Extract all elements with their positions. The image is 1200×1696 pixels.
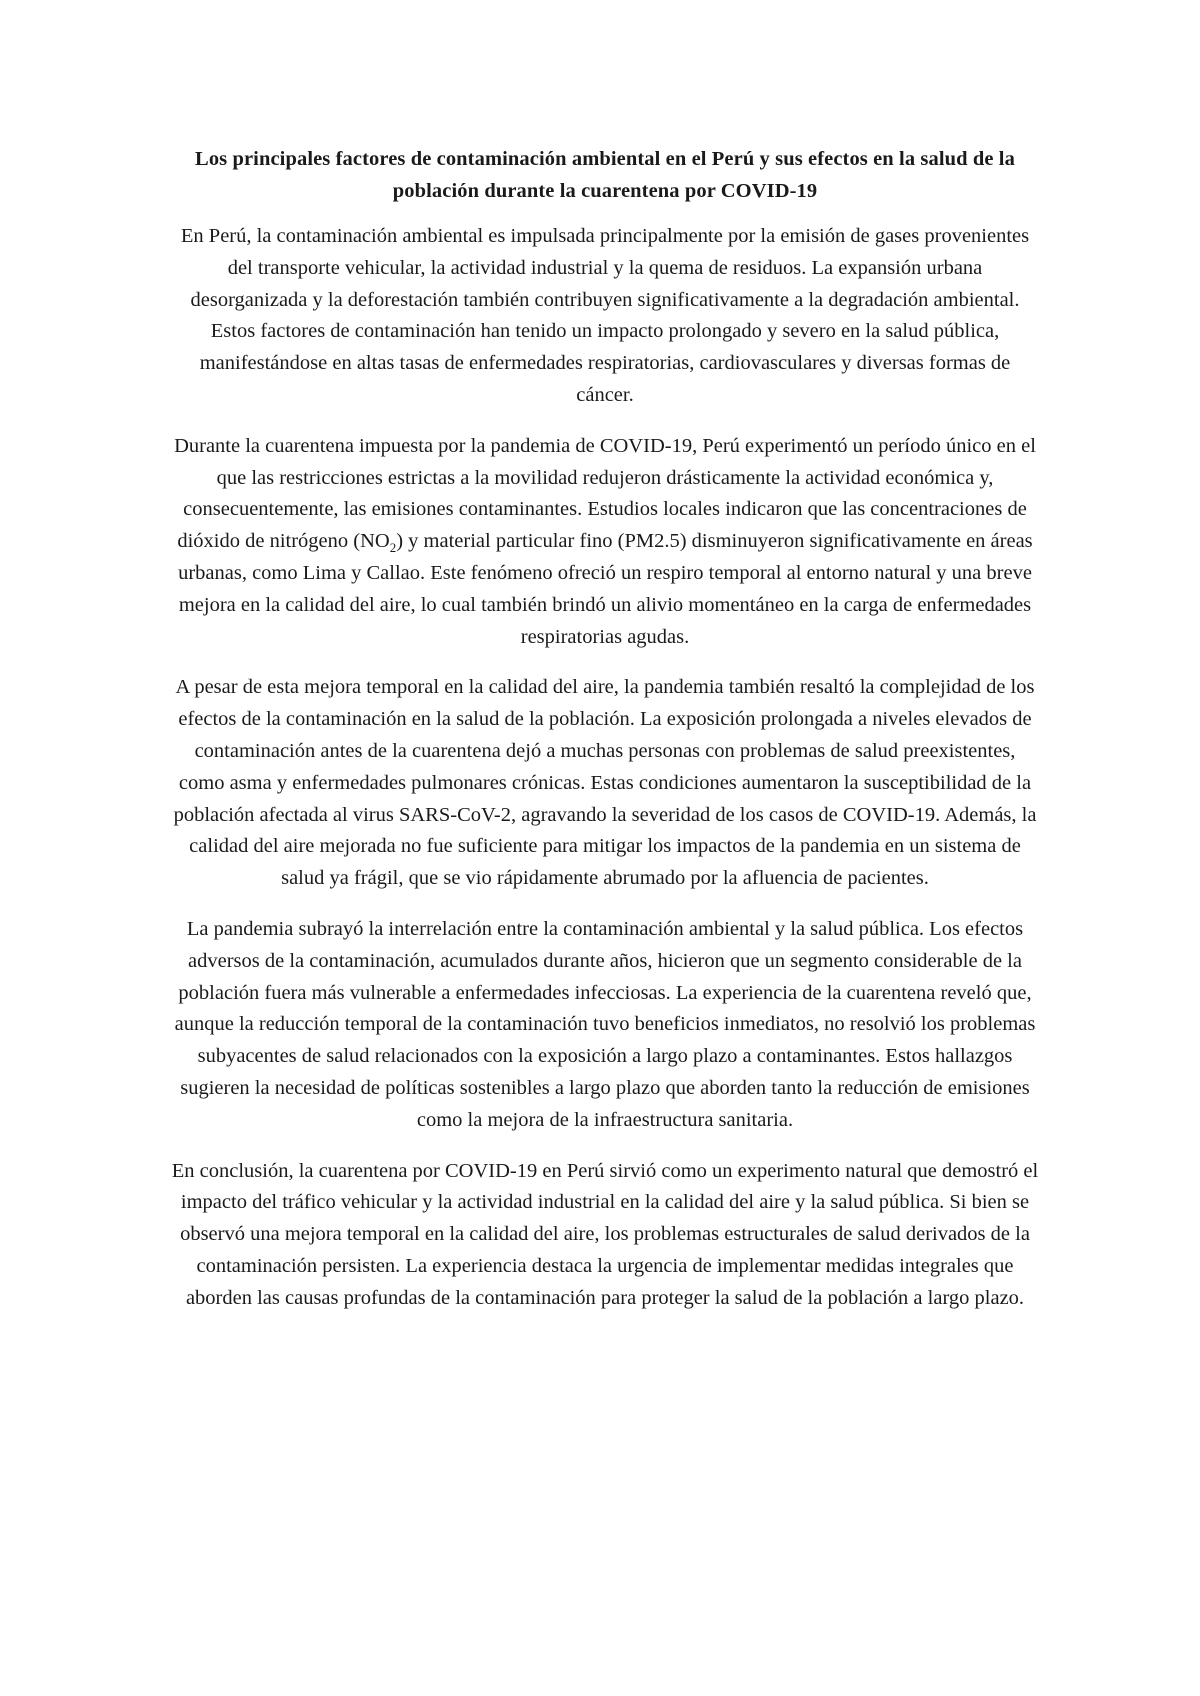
paragraph-1: En Perú, la contaminación ambiental es impulsada principalmente por la emisión de gases provenientes del transporte vehicular, la actividad industrial y la quema de residuos. La expansión urbana desorganizada y la deforestación también contribuyen significativamente a la degradación ambiental. Estos factores de contaminación han tenido un impacto prolongado y severo en la salud pública, manifestándose en altas tasas de enfermedades respiratorias, cardiovasculares y diversas formas de cáncer. xyxy=(180,225,1030,406)
document-title: Los principales factores de contaminación ambiental en el Perú y sus efectos en la salud de la población durante la cuarentena por COVID-19 xyxy=(195,148,1015,202)
paragraph-3: A pesar de esta mejora temporal en la calidad del aire, la pandemia también resaltó la complejidad de los efectos de la contaminación en la salud de la población. La exposición prolongada a niveles elevados de contaminación antes de la cuarentena dejó a muchas personas con problemas de salud preexistentes, como asma y enfermedades pulmonares crónicas. Estas condiciones aumentaron la susceptibilidad de la población afectada al virus SARS-CoV-2, agravando la severidad de los casos de COVID-19. Además, la calidad del aire mejorada no fue suficiente para mitigar los impactos de la pandemia en un sistema de salud ya frágil, que se vio rápidamente abrumado por la afluencia de pacientes. xyxy=(173,676,1037,890)
paragraph-2 xyxy=(170,431,1040,654)
paragraph-2-text-after-formula: ) y material particular fino (PM2.5) disminuyeron significativamente en áreas urbanas, como Lima y Callao. Este fenómeno ofreció un respiro temporal al entorno natural y una breve mejora en la calidad del aire, lo cual también brindó un alivio momentáneo en la carga de enfermedades respiratorias agudas. xyxy=(178,530,1033,648)
paragraph-5: En conclusión, la cuarentena por COVID-19 en Perú sirvió como un experimento natural que demostró el impacto del tráfico vehicular y la actividad industrial en la calidad del aire y la salud pública. Si bien se observó una mejora temporal en la calidad del aire, los problemas estructurales de salud derivados de la contaminación persisten. La experiencia destaca la urgencia de implementar medidas integrales que aborden las causas profundas de la contaminación para proteger la salud de la población a largo plazo. xyxy=(171,1159,1039,1309)
document-body xyxy=(170,143,1040,1334)
paragraph-4: La pandemia subrayó la interrelación entre la contaminación ambiental y la salud pública. Los efectos adversos de la contaminación, acumulados durante años, hicieron que un segmento considerable de la población fuera más vulnerable a enfermedades infecciosas. La experiencia de la cuarentena reveló que, aunque la reducción temporal de la contaminación tuvo beneficios inmediatos, no resolvió los problemas subyacentes de salud relacionados con la exposición a largo plazo a contaminantes. Estos hallazgos sugieren la necesidad de políticas sostenibles a largo plazo que aborden tanto la reducción de emisiones como la mejora de la infraestructura sanitaria. xyxy=(174,917,1036,1131)
formula-base: NO xyxy=(360,530,390,553)
formula-subscript: 2 xyxy=(389,540,397,556)
nitrogen-dioxide-formula xyxy=(360,530,397,556)
paragraph-2-text-before-formula: Durante la cuarentena impuesta por la pandemia de COVID-19, Perú experimentó un período único en el que las restricciones estrictas a la movilidad redujeron drásticamente la actividad económica y, consecuentemente, las emisiones contaminantes. Estudios locales indicaron que las concentraciones de dióxido de nitrógeno ( xyxy=(174,434,1036,553)
